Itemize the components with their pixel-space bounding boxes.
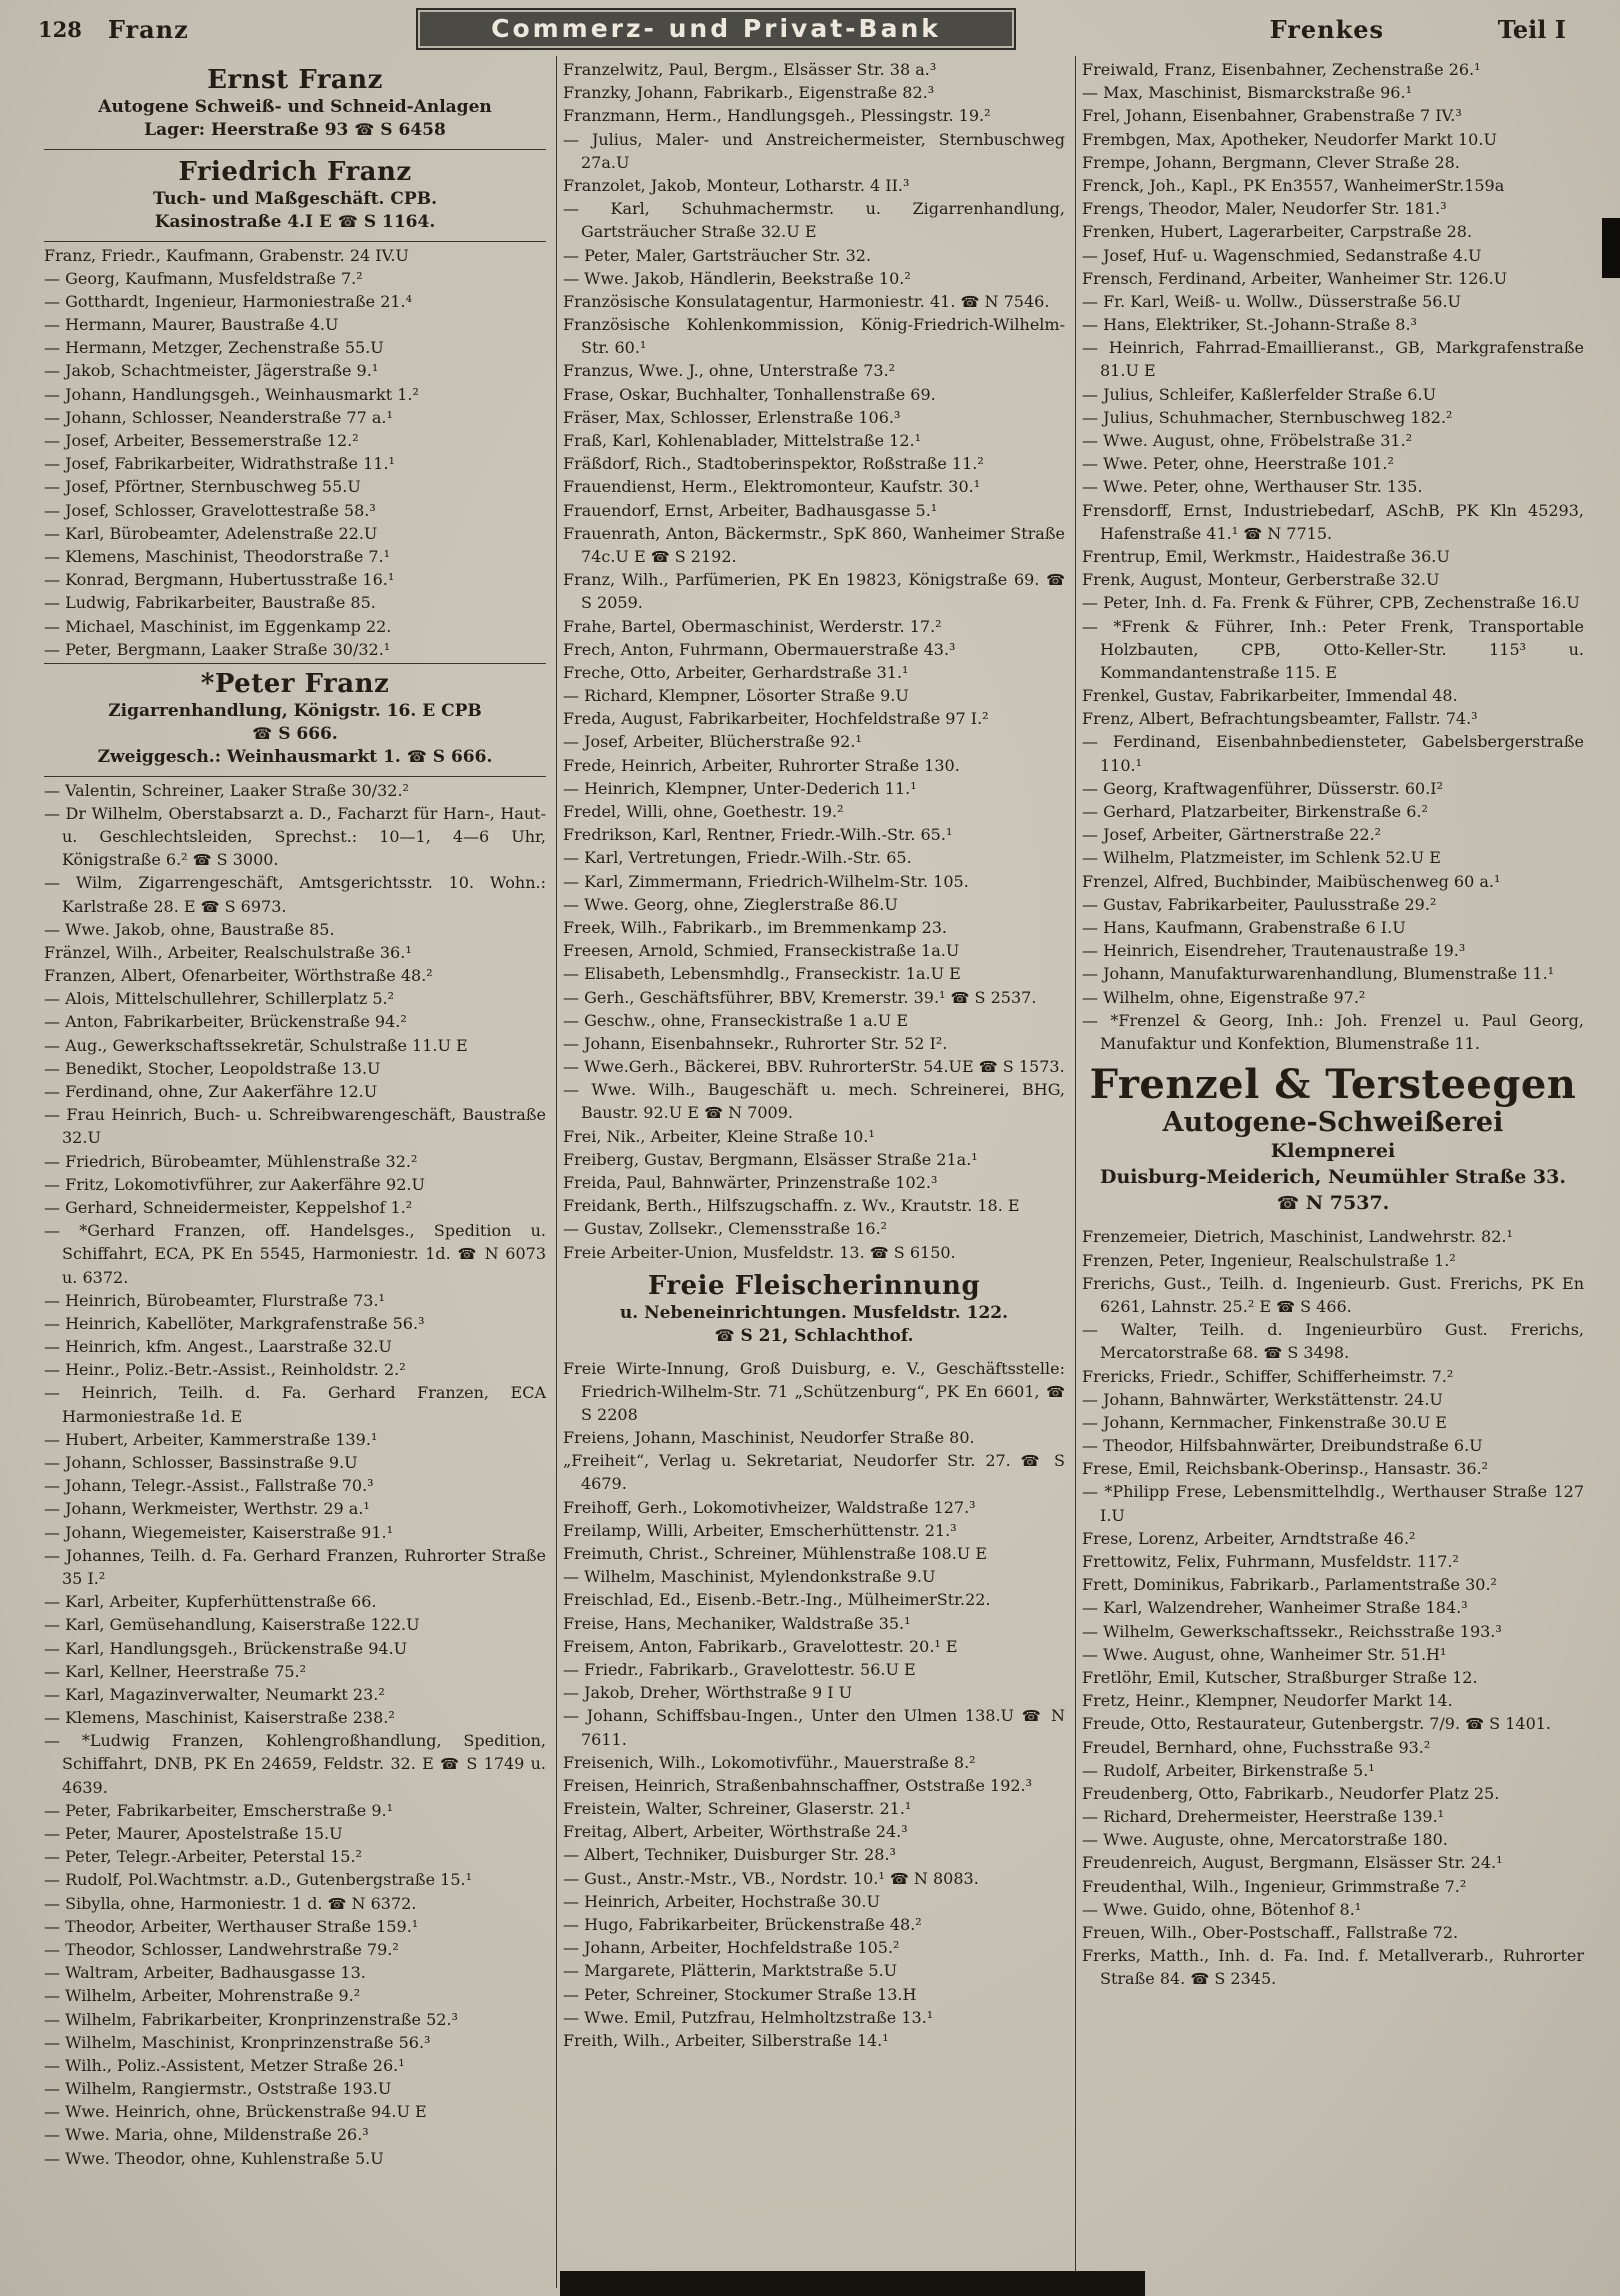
directory-entry: — Karl, Vertretungen, Friedr.-Wilh.-Str. 65. — [563, 848, 912, 868]
directory-entry: Frei, Nik., Arbeiter, Kleine Straße 10.¹ — [563, 1126, 875, 1146]
directory-entry: — Wwe. Georg, ohne, Zieglerstraße 86.U — [563, 894, 898, 914]
directory-entry: Freie Arbeiter-Union, Musfeldstr. 13. ☎ S 6150. — [563, 1242, 956, 1262]
phone-icon: ☎ — [457, 1245, 478, 1264]
ad-subtitle: Autogene-Schweißerei — [1162, 1107, 1504, 1139]
directory-entry: — Theodor, Hilfsbahnwärter, Dreibundstraße 6.U — [1082, 1436, 1483, 1456]
directory-entry: — Johann, Arbeiter, Hochfeldstraße 105.² — [563, 1938, 900, 1958]
directory-entry: Freimuth, Christ., Schreiner, Mühlenstraße 108.U E — [563, 1544, 988, 1564]
directory-entry: — Wilm, Zigarrengeschäft, Amtsgerichtsstr. 10. Wohn.: Karlstraße 28. E ☎ S 6973. — [44, 873, 546, 916]
directory-entry: Franzmann, Herm., Handlungsgeh., Plessingstr. 19.² — [563, 106, 991, 126]
directory-entry: — Peter, Maler, Gartsträucher Str. 32. — [563, 245, 872, 265]
directory-entry: Frensdorff, Ernst, Industriebedarf, ASchB, PK Kln 45293, Hafenstraße 41.¹ ☎ N 7715. — [1082, 500, 1584, 543]
directory-entry: Freda, August, Fabrikarbeiter, Hochfeldstraße 97 I.² — [563, 709, 989, 729]
directory-entry: Freistein, Walter, Schreiner, Glaserstr. 21.¹ — [563, 1799, 912, 1819]
ad-line: ☎ N 7537. — [1276, 1191, 1390, 1214]
ad-title: Frenzel & Tersteegen — [1089, 1061, 1577, 1109]
directory-entry: Franzus, Wwe. J., ohne, Unterstraße 73.² — [563, 361, 896, 381]
directory-entry: — Heinrich, Fahrrad-Emaillieranst., GB, Markgrafenstraße 81.U E — [1082, 338, 1584, 381]
ad-line: ☎ S 666. — [252, 723, 338, 744]
directory-entry: Freitag, Albert, Arbeiter, Wörthstraße 24.³ — [563, 1822, 908, 1842]
page-part-label: Teil I — [1497, 14, 1566, 44]
phone-icon: ☎ — [1465, 1715, 1485, 1734]
directory-columns — [38, 56, 1594, 2288]
directory-entry: — Heinr., Poliz.-Betr.-Assist., Reinholdstr. 2.² — [44, 1360, 406, 1380]
directory-entry: — Karl, Handlungsgeh., Brückenstraße 94.U — [44, 1638, 408, 1658]
ad-line: u. Nebeneinrichtungen. Musfeldstr. 122. — [619, 1302, 1009, 1323]
directory-entry: Freudenberg, Otto, Fabrikarb., Neudorfer Platz 25. — [1082, 1783, 1500, 1803]
directory-entry: — Aug., Gewerkschaftssekretär, Schulstraße 11.U E — [44, 1035, 468, 1055]
display-ad — [44, 663, 546, 777]
phone-icon: ☎ — [252, 723, 273, 743]
ad-line: Lager: Heerstraße 93 ☎ S 6458 — [144, 119, 446, 140]
ad-line: ☎ S 21, Schlachthof. — [714, 1325, 914, 1346]
directory-entry: — Karl, Walzendreher, Wanheimer Straße 184.³ — [1082, 1598, 1468, 1618]
directory-entry: Freiens, Johann, Maschinist, Neudorfer Straße 80. — [563, 1428, 975, 1448]
directory-entry: — *Gerhard Franzen, off. Handelsges., Spedition u. Schiffahrt, ECA, PK En 5545, Harmoniestr. 1d. ☎ N 6073 u. 6372. — [44, 1221, 547, 1287]
page-keyword-left: Franz — [107, 14, 189, 44]
directory-entry: — Anton, Fabrikarbeiter, Brückenstraße 94.² — [44, 1012, 407, 1032]
directory-entry: — Klemens, Maschinist, Theodorstraße 7.¹ — [44, 546, 391, 566]
phone-icon: ☎ — [440, 1755, 461, 1774]
directory-entry: Frenzemeier, Dietrich, Maschinist, Landwehrstr. 82.¹ — [1082, 1227, 1513, 1247]
directory-entry: — Max, Maschinist, Bismarckstraße 96.¹ — [1082, 83, 1412, 103]
directory-entry: Freesen, Arnold, Schmied, Franseckistraße 1a.U — [563, 941, 960, 961]
directory-entry: — Wwe. Jakob, Händlerin, Beekstraße 10.² — [563, 268, 911, 288]
directory-entry: — Michael, Maschinist, im Eggenkamp 22. — [44, 616, 392, 636]
directory-entry: — Hermann, Maurer, Baustraße 4.U — [44, 315, 339, 335]
directory-entry: — Wwe. Peter, ohne, Heerstraße 101.² — [1082, 454, 1394, 474]
directory-entry: Fräßdorf, Rich., Stadtoberinspektor, Roßstraße 11.² — [563, 454, 984, 474]
directory-entry: Frenken, Hubert, Lagerarbeiter, Carpstraße 28. — [1082, 222, 1473, 242]
directory-entry: — Karl, Gemüsehandlung, Kaiserstraße 122.U — [44, 1615, 420, 1635]
directory-entry: — Wwe. Auguste, ohne, Mercatorstraße 180. — [1082, 1830, 1448, 1850]
entry-list — [1082, 58, 1584, 1055]
entry-list — [1082, 1225, 1584, 1990]
directory-entry: — Konrad, Bergmann, Hubertusstraße 16.¹ — [44, 570, 395, 590]
directory-entry: — Karl, Magazinverwalter, Neumarkt 23.² — [44, 1684, 385, 1704]
directory-entry: — Johann, Eisenbahnsekr., Ruhrorter Str. 52 I². — [563, 1033, 948, 1053]
directory-entry: — Julius, Schuhmacher, Sternbuschweg 182.² — [1082, 407, 1453, 427]
directory-entry: Frerichs, Gust., Teilh. d. Ingenieurb. Gust. Frerichs, PK En 6261, Lahnstr. 25.² E ☎ S 466. — [1082, 1273, 1584, 1316]
directory-entry: — Frau Heinrich, Buch- u. Schreibwarengeschäft, Baustraße 32.U — [44, 1105, 546, 1148]
directory-entry: Freek, Wilh., Fabrikarb., im Bremmenkamp 23. — [563, 917, 948, 937]
directory-entry: Frenzen, Peter, Ingenieur, Realschulstraße 1.² — [1082, 1250, 1456, 1270]
ad-line: Kasinostraße 4.I E ☎ S 1164. — [154, 211, 436, 232]
directory-entry: Fräser, Max, Schlosser, Erlenstraße 106.³ — [563, 407, 901, 427]
directory-entry: Frese, Lorenz, Arbeiter, Arndtstraße 46.² — [1082, 1528, 1416, 1548]
directory-entry: — Wilh., Poliz.-Assistent, Metzer Straße 26.¹ — [44, 2055, 405, 2075]
directory-entry: Fredrikson, Karl, Rentner, Friedr.-Wilh.-Str. 65.¹ — [563, 825, 953, 845]
directory-entry: — Fritz, Lokomotivführer, zur Aakerfähre 92.U — [44, 1174, 425, 1194]
phone-icon: ☎ — [1021, 1707, 1044, 1726]
directory-entry: Freudenreich, August, Bergmann, Elsässer Str. 24.¹ — [1082, 1853, 1503, 1873]
directory-entry: — Heinrich, Arbeiter, Hochstraße 30.U — [563, 1891, 880, 1911]
directory-entry: Frengs, Theodor, Maler, Neudorfer Str. 181.³ — [1082, 199, 1447, 219]
directory-entry: — Wilhelm, Fabrikarbeiter, Kronprinzenstraße 52.³ — [44, 2009, 458, 2029]
phone-icon: ☎ — [950, 988, 970, 1007]
directory-entry: — Johann, Schiffsbau-Ingen., Unter den Ulmen 138.U ☎ N 7611. — [563, 1706, 1066, 1749]
directory-entry: — Karl, Bürobeamter, Adelenstraße 22.U — [44, 523, 378, 543]
directory-column-1 — [38, 56, 556, 2288]
directory-entry: — Gerhard, Platzarbeiter, Birkenstraße 6.² — [1082, 802, 1428, 821]
directory-entry: — Sibylla, ohne, Harmoniestr. 1 d. ☎ N 6372. — [44, 1893, 417, 1913]
directory-entry: Freiwald, Franz, Eisenbahner, Zechenstraße 26.¹ — [1082, 60, 1481, 79]
phone-icon: ☎ — [354, 119, 375, 139]
directory-entry: — Wwe. Guido, ohne, Bötenhof 8.¹ — [1082, 1899, 1362, 1919]
ad-line: Zigarrenhandlung, Königstr. 16. E CPB — [108, 700, 482, 721]
directory-entry: Franzelwitz, Paul, Bergm., Elsässer Str. 38 a.³ — [563, 60, 937, 79]
directory-entry: — Albert, Techniker, Duisburger Str. 28.³ — [563, 1845, 896, 1865]
directory-entry: Frenck, Joh., Kapl., PK En3557, WanheimerStr.159a — [1082, 175, 1505, 195]
phone-icon: ☎ — [1276, 1297, 1295, 1316]
directory-entry: — Johann, Schlosser, Bassinstraße 9.U — [44, 1453, 358, 1473]
directory-entry: Frett, Dominikus, Fabrikarb., Parlamentstraße 30.² — [1082, 1575, 1497, 1595]
directory-entry: — Gust., Anstr.-Mstr., VB., Nordstr. 10.¹ ☎ N 8083. — [563, 1868, 979, 1888]
directory-entry: „Freiheit“, Verlag u. Sekretariat, Neudorfer Str. 27. ☎ S 4679. — [563, 1451, 1066, 1494]
ad-title: Friedrich Franz — [178, 156, 412, 187]
directory-entry: Franz, Wilh., Parfümerien, PK En 19823, Königstraße 69. ☎ S 2059. — [563, 570, 1065, 613]
directory-entry: — Wwe. Maria, ohne, Mildenstraße 26.³ — [44, 2125, 369, 2145]
directory-entry: Fretlöhr, Emil, Kutscher, Straßburger Straße 12. — [1082, 1667, 1478, 1687]
directory-entry: Franzky, Johann, Fabrikarb., Eigenstraße 82.³ — [563, 83, 935, 103]
page-keyword-right: Frenkes — [1269, 14, 1384, 44]
directory-entry: — Wwe.Gerh., Bäckerei, BBV. RuhrorterStr. 54.UE ☎ S 1573. — [563, 1057, 1065, 1077]
directory-entry: — Johann, Manufakturwarenhandlung, Blumenstraße 11.¹ — [1082, 964, 1555, 984]
directory-entry: — Gerh., Geschäftsführer, BBV, Kremerstr. 39.¹ ☎ S 2537. — [563, 987, 1037, 1007]
phone-icon: ☎ — [1046, 571, 1065, 590]
directory-entry: — Josef, Huf- u. Wagenschmied, Sedanstraße 4.U — [1082, 245, 1482, 265]
directory-entry: — Hans, Elektriker, St.-Johann-Straße 8.³ — [1082, 315, 1417, 335]
directory-entry: — Georg, Kraftwagenführer, Düsserstr. 60.I² — [1082, 778, 1444, 798]
directory-entry: Freiberg, Gustav, Bergmann, Elsässer Straße 21a.¹ — [563, 1149, 978, 1169]
bank-banner-ad: Commerz- und Privat-Bank — [416, 8, 1016, 50]
phone-icon: ☎ — [978, 1058, 998, 1077]
directory-entry: — Josef, Fabrikarbeiter, Widrathstraße 11.¹ — [44, 454, 395, 474]
directory-entry: Freudenthal, Wilh., Ingenieur, Grimmstraße 7.² — [1082, 1876, 1467, 1896]
directory-entry: — Peter, Inh. d. Fa. Frenk & Führer, CPB, Zechenstraße 16.U — [1082, 593, 1580, 613]
directory-entry: Fretz, Heinr., Klempner, Neudorfer Markt 14. — [1082, 1691, 1453, 1711]
directory-entry: Freihoff, Gerh., Lokomotivheizer, Waldstraße 127.³ — [563, 1497, 976, 1517]
directory-entry: — Friedrich, Bürobeamter, Mühlenstraße 32.² — [44, 1151, 418, 1171]
directory-entry: Fredel, Willi, ohne, Goethestr. 19.² — [563, 802, 844, 821]
ad-title: Freie Fleischerinnung — [647, 1270, 981, 1301]
ad-title: *Peter Franz — [200, 668, 390, 699]
entry-list — [44, 779, 546, 2170]
entry-list — [563, 58, 1065, 1264]
directory-entry: — Josef, Arbeiter, Blücherstraße 92.¹ — [563, 732, 862, 752]
directory-entry: Freche, Otto, Arbeiter, Gerhardstraße 31.¹ — [563, 662, 909, 682]
directory-entry: Frenzel, Alfred, Buchbinder, Maibüschenweg 60 a.¹ — [1082, 871, 1501, 891]
directory-entry: — Gustav, Fabrikarbeiter, Paulusstraße 29.² — [1082, 894, 1437, 914]
directory-entry: — Heinrich, Teilh. d. Fa. Gerhard Franzen, ECA Harmoniestraße 1d. E — [44, 1383, 546, 1426]
directory-entry: Frerks, Matth., Inh. d. Fa. Ind. f. Metallverarb., Ruhrorter Straße 84. ☎ S 2345. — [1082, 1946, 1584, 1989]
directory-entry: — Peter, Fabrikarbeiter, Emscherstraße 9.¹ — [44, 1800, 393, 1820]
directory-entry: — Josef, Pförtner, Sternbuschweg 55.U — [44, 477, 361, 497]
directory-entry: Freise, Hans, Mechaniker, Waldstraße 35.¹ — [563, 1613, 911, 1633]
directory-entry: Frede, Heinrich, Arbeiter, Ruhrorter Straße 130. — [563, 755, 960, 775]
entry-list — [44, 244, 546, 661]
directory-entry: — Johann, Bahnwärter, Werkstättenstr. 24.U — [1082, 1389, 1443, 1409]
phone-icon: ☎ — [714, 1325, 735, 1345]
directory-entry: Frettowitz, Felix, Fuhrmann, Musfeldstr. 117.² — [1082, 1552, 1459, 1571]
directory-entry: Frenk, August, Monteur, Gerberstraße 32.U — [1082, 570, 1440, 590]
phone-icon: ☎ — [1046, 1382, 1065, 1401]
directory-entry: — Alois, Mittelschullehrer, Schillerplatz 5.² — [44, 989, 395, 1009]
directory-entry: Französische Kohlenkommission, König-Friedrich-Wilhelm-Str. 60.¹ — [563, 315, 1065, 358]
directory-entry: — Heinrich, kfm. Angest., Laarstraße 32.U — [44, 1337, 392, 1357]
directory-entry: — Dr Wilhelm, Oberstabsarzt a. D., Facharzt für Harn-, Haut- u. Geschlechtsleiden, Sprechst.: 10—1, 4—6 Uhr, Königstraße 6.² ☎ S 3000. — [44, 803, 546, 870]
directory-entry: — Heinrich, Klempner, Unter-Dederich 11.¹ — [563, 778, 917, 798]
directory-entry: — Julius, Maler- und Anstreichermeister, Sternbuschweg 27a.U — [563, 129, 1065, 172]
directory-entry: Freuen, Wilh., Ober-Postschaff., Fallstraße 72. — [1082, 1923, 1459, 1942]
directory-entry: Freisem, Anton, Fabrikarb., Gravelottestr. 20.¹ E — [563, 1636, 958, 1656]
directory-entry: — Peter, Telegr.-Arbeiter, Peterstal 15.² — [44, 1847, 362, 1867]
directory-entry: — Heinrich, Kabellöter, Markgrafenstraße 56.³ — [44, 1313, 425, 1333]
phone-icon: ☎ — [200, 897, 220, 916]
display-ad — [563, 1266, 1065, 1355]
directory-entry: — Peter, Bergmann, Laaker Straße 30/32.¹ — [44, 639, 391, 659]
directory-entry: Freie Wirte-Innung, Groß Duisburg, e. V., Geschäftsstelle: Friedrich-Wilhelm-Str. 71 „Schützenburg“, PK En 6601, ☎ S 2208 — [563, 1358, 1065, 1424]
directory-entry: — Hubert, Arbeiter, Kammerstraße 139.¹ — [44, 1429, 378, 1449]
directory-entry: — Heinrich, Bürobeamter, Flurstraße 73.¹ — [44, 1290, 385, 1310]
entry-list — [563, 1357, 1065, 2053]
directory-entry: Freidank, Berth., Hilfszugschaffn. z. Wv., Krautstr. 18. E — [563, 1196, 1020, 1216]
phone-icon: ☎ — [1263, 1344, 1283, 1363]
directory-entry: — Johann, Schlosser, Neanderstraße 77 a.¹ — [44, 407, 393, 427]
directory-entry: — Heinrich, Eisendreher, Trautenaustraße 19.³ — [1082, 941, 1466, 961]
ad-line: Klempnerei — [1270, 1140, 1396, 1163]
directory-entry: Freudel, Bernhard, ohne, Fuchsstraße 93.² — [1082, 1737, 1431, 1757]
phone-icon: ☎ — [406, 746, 427, 766]
directory-entry: — Friedr., Fabrikarb., Gravelottestr. 56.U E — [563, 1659, 916, 1679]
directory-entry: — Margarete, Plätterin, Marktstraße 5.U — [563, 1961, 898, 1981]
directory-entry: Franzolet, Jakob, Monteur, Lotharstr. 4 II.³ — [563, 175, 910, 195]
directory-entry: — Georg, Kaufmann, Musfeldstraße 7.² — [44, 268, 363, 288]
directory-entry: — Josef, Arbeiter, Gärtnerstraße 22.² — [1082, 825, 1382, 845]
directory-entry: — Johann, Wiegemeister, Kaiserstraße 91.¹ — [44, 1522, 394, 1542]
directory-entry: — Josef, Arbeiter, Bessemerstraße 12.² — [44, 431, 359, 451]
display-ad — [1082, 1057, 1584, 1223]
directory-entry: Fränzel, Wilh., Arbeiter, Realschulstraße 36.¹ — [44, 942, 412, 962]
directory-entry: — Johann, Kernmacher, Finkenstraße 30.U E — [1082, 1412, 1447, 1432]
phone-icon: ☎ — [192, 851, 212, 870]
directory-entry: — Wwe. Jakob, ohne, Baustraße 85. — [44, 919, 335, 939]
scan-artifact-bottom — [560, 2271, 1145, 2296]
directory-entry: Freith, Wilh., Arbeiter, Silberstraße 14.¹ — [563, 2030, 889, 2050]
phone-icon: ☎ — [889, 1869, 909, 1888]
directory-entry: Freisenich, Wilh., Lokomotivführ., Mauerstraße 8.² — [563, 1752, 976, 1772]
directory-entry: — Wwe. Heinrich, ohne, Brückenstraße 94.U E — [44, 2102, 427, 2122]
phone-icon: ☎ — [327, 1894, 347, 1913]
directory-entry: — Peter, Schreiner, Stockumer Straße 13.H — [563, 1984, 917, 2004]
directory-entry: — *Frenzel & Georg, Inh.: Joh. Frenzel u. Paul Georg, Manufaktur und Konfektion, Blumenstraße 11. — [1082, 1010, 1584, 1053]
directory-entry: — Wwe. Wilh., Baugeschäft u. mech. Schreinerei, BHG, Baustr. 92.U E ☎ N 7009. — [563, 1080, 1065, 1123]
directory-entry: Frech, Anton, Fuhrmann, Obermauerstraße 43.³ — [563, 639, 956, 659]
phone-icon: ☎ — [1243, 524, 1263, 543]
directory-entry: — Johann, Handlungsgeh., Weinhausmarkt 1.² — [44, 384, 419, 404]
directory-entry: Frembgen, Max, Apotheker, Neudorfer Markt 10.U — [1082, 129, 1497, 149]
page-header — [38, 8, 1594, 50]
directory-entry: Freilamp, Willi, Arbeiter, Emscherhüttenstr. 21.³ — [563, 1520, 957, 1540]
directory-entry: Französische Konsulatagentur, Harmoniestr. 41. ☎ N 7546. — [563, 291, 1050, 311]
directory-entry: — *Philipp Frese, Lebensmittelhdlg., Werthauser Straße 127 I.U — [1082, 1482, 1584, 1525]
directory-entry: — Wilhelm, Maschinist, Mylendonkstraße 9.U — [563, 1567, 936, 1587]
directory-entry: Fraß, Karl, Kohlenablader, Mittelstraße 12.¹ — [563, 431, 922, 450]
directory-entry: — Elisabeth, Lebensmhdlg., Franseckistr. 1a.U E — [563, 964, 961, 984]
directory-entry: — Theodor, Schlosser, Landwehrstraße 79.² — [44, 1939, 399, 1959]
directory-entry: — Waltram, Arbeiter, Badhausgasse 13. — [44, 1963, 366, 1983]
directory-entry: — Hermann, Metzger, Zechenstraße 55.U — [44, 338, 384, 358]
directory-entry: — Jakob, Schachtmeister, Jägerstraße 9.¹ — [44, 361, 379, 381]
phone-icon: ☎ — [650, 547, 670, 566]
directory-entry: Frauendienst, Herm., Elektromonteur, Kaufstr. 30.¹ — [563, 477, 981, 497]
directory-entry: Frenz, Albert, Befrachtungsbeamter, Fallstr. 74.³ — [1082, 709, 1478, 729]
directory-entry: — Karl, Schuhmachermstr. u. Zigarrenhandlung, Gartsträucher Straße 32.U E — [563, 199, 1065, 242]
directory-entry: Frericks, Friedr., Schiffer, Schifferheimstr. 7.² — [1082, 1366, 1454, 1386]
directory-entry: — Gotthardt, Ingenieur, Harmoniestraße 21.⁴ — [44, 291, 413, 311]
directory-entry: — Peter, Maurer, Apostelstraße 15.U — [44, 1824, 343, 1844]
directory-entry: — Wwe. August, ohne, Wanheimer Str. 51.H¹ — [1082, 1644, 1447, 1664]
directory-entry: Freischlad, Ed., Eisenb.-Betr.-Ing., MülheimerStr.22. — [563, 1590, 991, 1610]
display-ad — [44, 152, 546, 242]
directory-entry: Frese, Emil, Reichsbank-Oberinsp., Hansastr. 36.² — [1082, 1459, 1489, 1479]
directory-entry: — Fr. Karl, Weiß- u. Wollw., Düsserstraße 56.U — [1082, 291, 1462, 311]
directory-entry: Franzen, Albert, Ofenarbeiter, Wörthstraße 48.² — [44, 966, 433, 986]
directory-entry: — Geschw., ohne, Franseckistraße 1 a.U E — [563, 1010, 909, 1030]
directory-entry: — Ferdinand, Eisenbahnbediensteter, Gabelsbergerstraße 110.¹ — [1082, 732, 1584, 775]
directory-entry: Frauenrath, Anton, Bäckermstr., SpK 860, Wanheimer Straße 74c.U E ☎ S 2192. — [563, 523, 1065, 566]
directory-entry: — Wwe. Peter, ohne, Werthauser Str. 135. — [1082, 477, 1423, 497]
phone-icon: ☎ — [1190, 1970, 1210, 1989]
ad-line: Autogene Schweiß- und Schneid-Anlagen — [98, 96, 492, 117]
directory-entry: — Ferdinand, ohne, Zur Aakerfähre 12.U — [44, 1082, 378, 1102]
ad-line: Tuch- und Maßgeschäft. CPB. — [152, 188, 437, 209]
directory-entry: Frel, Johann, Eisenbahner, Grabenstraße 7 IV.³ — [1082, 106, 1462, 126]
directory-entry: — *Ludwig Franzen, Kohlengroßhandlung, Spedition, Schiffahrt, DNB, PK En 24659, Feldstr. 32. E ☎ S 1749 u. 4639. — [44, 1731, 547, 1797]
directory-entry: — Richard, Klempner, Lösorter Straße 9.U — [563, 686, 909, 706]
scan-artifact-right — [1602, 218, 1620, 278]
directory-entry: Frentrup, Emil, Werkmstr., Haidestraße 36.U — [1082, 546, 1450, 566]
directory-entry: — Benedikt, Stocher, Leopoldstraße 13.U — [44, 1058, 381, 1078]
phone-icon: ☎ — [337, 211, 358, 231]
directory-entry: — Karl, Kellner, Heerstraße 75.² — [44, 1661, 307, 1681]
directory-entry: — Rudolf, Arbeiter, Birkenstraße 5.¹ — [1082, 1760, 1375, 1780]
directory-entry: — Jakob, Dreher, Wörthstraße 9 I U — [563, 1683, 853, 1703]
directory-entry: — Wilhelm, ohne, Eigenstraße 97.² — [1082, 987, 1366, 1007]
directory-entry: Frauendorf, Ernst, Arbeiter, Badhausgasse 5.¹ — [563, 500, 938, 520]
directory-entry: — Walter, Teilh. d. Ingenieurbüro Gust. Frerichs, Mercatorstraße 68. ☎ S 3498. — [1082, 1320, 1584, 1363]
directory-entry: Frase, Oskar, Buchhalter, Tonhallenstraße 69. — [563, 384, 936, 404]
directory-entry: — Klemens, Maschinist, Kaiserstraße 238.² — [44, 1708, 395, 1728]
directory-entry: Frensch, Ferdinand, Arbeiter, Wanheimer Str. 126.U — [1082, 268, 1508, 288]
directory-entry: — Julius, Schleifer, Kaßlerfelder Straße 6.U — [1082, 384, 1437, 404]
directory-entry: — *Frenk & Führer, Inh.: Peter Frenk, Transportable Holzbauten, CPB, Otto-Keller-Str. 115³ u. Kommandantenstraße 115. E — [1082, 616, 1584, 682]
directory-entry: — Wilhelm, Gewerkschaftssekr., Reichsstraße 193.³ — [1082, 1621, 1502, 1641]
phone-icon: ☎ — [960, 292, 980, 311]
directory-entry: Franz, Friedr., Kaufmann, Grabenstr. 24 IV.U — [44, 245, 409, 265]
directory-entry: — Johann, Telegr.-Assist., Fallstraße 70.³ — [44, 1476, 374, 1496]
ad-line: Duisburg-Meiderich, Neumühler Straße 33. — [1100, 1166, 1566, 1189]
phone-icon: ☎ — [869, 1243, 889, 1262]
directory-column-2 — [556, 56, 1075, 2288]
directory-entry: — Wilhelm, Arbeiter, Mohrenstraße 9.² — [44, 1986, 361, 2006]
directory-entry: — Valentin, Schreiner, Laaker Straße 30/32.² — [44, 780, 409, 800]
directory-entry: — Wwe. Theodor, ohne, Kuhlenstraße 5.U — [44, 2148, 384, 2168]
directory-entry: — Rudolf, Pol.Wachtmstr. a.D., Gutenbergstraße 15.¹ — [44, 1870, 473, 1890]
display-ad — [44, 60, 546, 150]
directory-entry: Frahe, Bartel, Obermaschinist, Werderstr. 17.² — [563, 616, 942, 636]
directory-entry: — Wilhelm, Maschinist, Kronprinzenstraße 56.³ — [44, 2032, 431, 2052]
directory-entry: — Hans, Kaufmann, Grabenstraße 6 I.U — [1082, 917, 1406, 937]
directory-entry: — Karl, Arbeiter, Kupferhüttenstraße 66. — [44, 1592, 377, 1612]
phone-icon: ☎ — [1020, 1452, 1045, 1471]
directory-entry: — Richard, Drehermeister, Heerstraße 139.¹ — [1082, 1807, 1445, 1827]
phone-icon: ☎ — [1276, 1192, 1300, 1214]
directory-entry: — Wilhelm, Rangiermstr., Oststraße 193.U — [44, 2079, 392, 2099]
directory-entry: Freude, Otto, Restaurateur, Gutenbergstr. 7/9. ☎ S 1401. — [1082, 1714, 1552, 1734]
directory-entry: Freisen, Heinrich, Straßenbahnschaffner, Oststraße 192.³ — [563, 1775, 1033, 1795]
directory-column-3 — [1075, 56, 1594, 2288]
ad-line: Zweiggesch.: Weinhausmarkt 1. ☎ S 666. — [97, 746, 493, 767]
directory-entry: — Johannes, Teilh. d. Fa. Gerhard Franzen, Ruhrorter Straße 35 I.² — [44, 1545, 546, 1588]
directory-entry: — Wilhelm, Platzmeister, im Schlenk 52.U E — [1082, 848, 1441, 868]
page-number: 128 — [38, 16, 82, 42]
directory-entry: — Wwe. August, ohne, Fröbelstraße 31.² — [1082, 431, 1413, 450]
directory-entry: Frempe, Johann, Bergmann, Clever Straße 28. — [1082, 152, 1460, 172]
directory-entry: Frenkel, Gustav, Fabrikarbeiter, Immendal 48. — [1082, 686, 1458, 706]
directory-entry: Freida, Paul, Bahnwärter, Prinzenstraße 102.³ — [563, 1173, 938, 1192]
directory-entry: — Josef, Schlosser, Gravelottestraße 58.³ — [44, 500, 376, 520]
directory-entry: — Wwe. Emil, Putzfrau, Helmholtzstraße 13.¹ — [563, 2007, 934, 2027]
directory-entry: — Hugo, Fabrikarbeiter, Brückenstraße 48.² — [563, 1915, 922, 1935]
directory-entry: — Theodor, Arbeiter, Werthauser Straße 159.¹ — [44, 1916, 419, 1936]
directory-entry: — Johann, Werkmeister, Werthstr. 29 a.¹ — [44, 1499, 370, 1519]
phone-icon: ☎ — [704, 1104, 724, 1123]
ad-title: Ernst Franz — [207, 65, 383, 95]
directory-entry: — Karl, Zimmermann, Friedrich-Wilhelm-Str. 105. — [563, 871, 969, 891]
directory-entry: — Ludwig, Fabrikarbeiter, Baustraße 85. — [44, 593, 376, 613]
directory-entry: — Gerhard, Schneidermeister, Keppelshof 1.² — [44, 1197, 413, 1217]
directory-entry: — Gustav, Zollsekr., Clemensstraße 16.² — [563, 1219, 888, 1239]
